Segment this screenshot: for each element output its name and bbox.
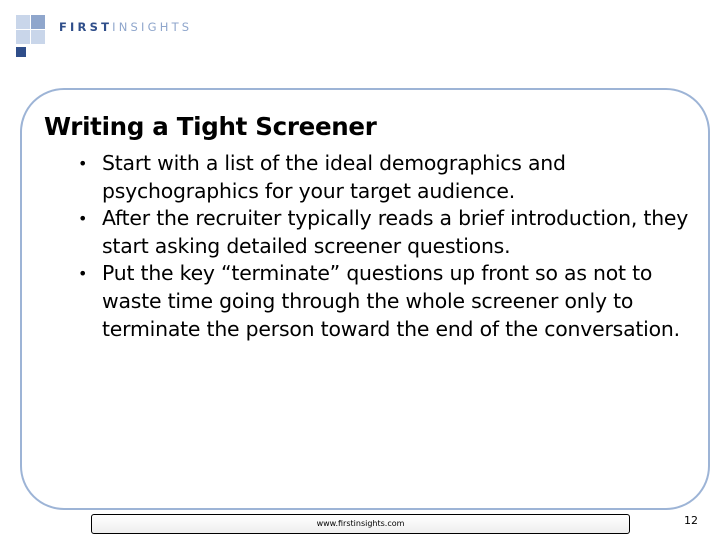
page-number: 12 — [684, 514, 698, 527]
logo-square — [16, 30, 30, 44]
logo-square — [31, 30, 45, 44]
bullet-icon: • — [78, 209, 88, 229]
logo-square — [16, 47, 26, 57]
logo-square — [31, 15, 45, 29]
logo-wordmark: FIRSTINSIGHTS — [59, 20, 193, 34]
logo-square — [16, 15, 30, 29]
bullet-list — [76, 150, 696, 343]
slide-title: Writing a Tight Screener — [44, 112, 377, 141]
footer-bar — [91, 514, 630, 534]
bullet-item: • After the recruiter typically reads a brief introduction, they start asking detailed screener questions. — [78, 206, 689, 258]
company-logo — [10, 10, 200, 68]
bullet-icon: • — [78, 154, 88, 173]
footer-url: www.firstinsights.com — [316, 519, 405, 528]
bullet-item: • Put the key “terminate” questions up front so as not to waste time going through the whole screener only to terminate the person toward the end of the conversation. — [78, 261, 680, 341]
bullet-item: • Start with a list of the ideal demographics and psychographics for your target audience. — [78, 151, 566, 203]
bullet-icon: • — [78, 264, 88, 284]
